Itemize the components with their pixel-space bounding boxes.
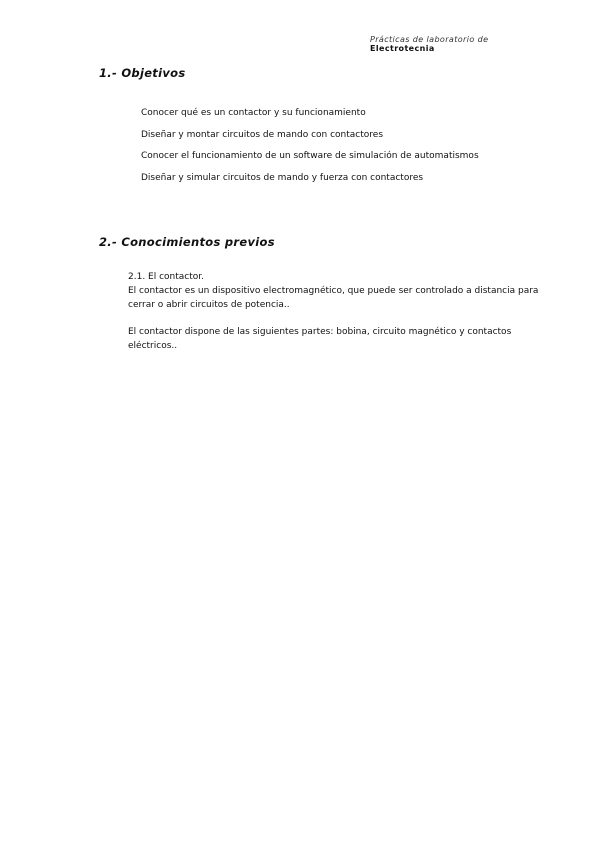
- subheading: 2.1. El contactor.: [128, 272, 205, 282]
- page-header: [370, 35, 570, 53]
- list-item: Diseñar y simular circuitos de mando y fuerza con contactores: [141, 172, 424, 183]
- list-item: Diseñar y montar circuitos de mando con contactores: [141, 129, 384, 140]
- section-title-conocimientos: 2.- Conocimientos previos: [99, 235, 275, 249]
- paragraph-line: El contactor dispone de las siguientes partes: bobina, circuito magnético y contactos: [128, 327, 512, 337]
- paragraph-line: cerrar o abrir circuitos de potencia..: [128, 300, 290, 310]
- objetivos-list: [141, 108, 561, 194]
- conocimientos-body: [128, 270, 558, 353]
- header-subtitle: Prácticas de laboratorio de: [370, 35, 489, 44]
- list-item: Conocer el funcionamiento de un software de simulación de automatismos: [141, 151, 479, 161]
- header-title: Electrotecnia: [370, 44, 435, 53]
- paragraph-line: El contactor es un dispositivo electromagnético, que puede ser controlado a distancia para: [128, 286, 539, 296]
- list-item: Conocer qué es un contactor y su funcionamiento: [141, 108, 366, 118]
- paragraph-line: eléctricos..: [128, 341, 178, 351]
- section-title-objetivos: 1.- Objetivos: [99, 66, 186, 80]
